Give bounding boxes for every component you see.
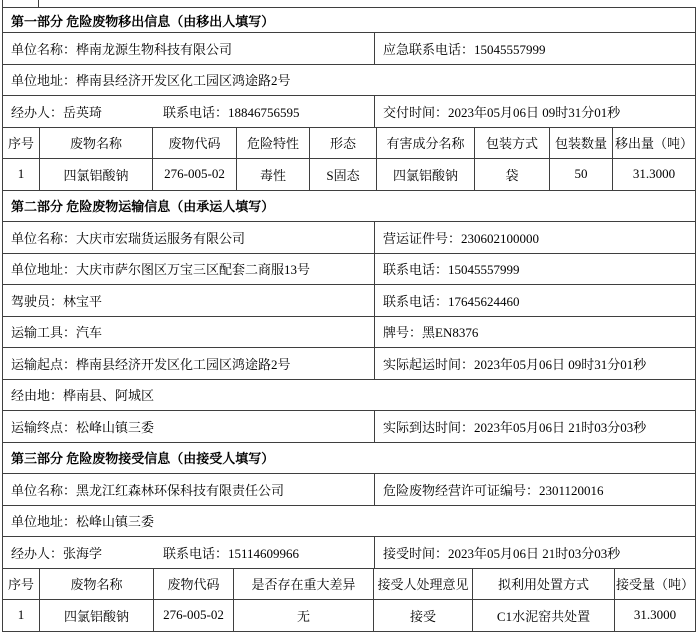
part2-via-row — [3, 380, 695, 412]
part2-vehicle-row — [3, 317, 695, 349]
col-header-waste-code: 废物代码 — [154, 569, 234, 600]
col-header-packaging: 包装方式 — [475, 128, 550, 159]
part2-destination-row — [3, 411, 695, 443]
part3-unit-name: 单位名称：黑龙江红森林环保科技有限责任公司 — [3, 474, 375, 505]
col-header-disposal: 拟利用处置方式 — [473, 569, 615, 600]
part2-origin-row — [3, 348, 695, 380]
part3-address-row — [3, 506, 695, 538]
part3-operator-phone: 联系电话：15114609966 — [163, 545, 300, 561]
part1-title: 第一部分 危险废物移出信息（由移出人填写） — [11, 13, 275, 29]
part2-driver-row — [3, 285, 695, 317]
part2-plate-no: 牌号：黑EN8376 — [383, 325, 479, 341]
part2-unit-row — [3, 222, 695, 254]
part1-unit-row — [3, 33, 695, 65]
part2-origin: 运输起点：桦南县经济开发区化工园区鸿途路2号 — [3, 348, 375, 379]
part3-title: 第三部分 危险废物接受信息（由接受人填写） — [11, 451, 275, 467]
col-header-form: 形态 — [310, 128, 377, 159]
part2-unit-name: 单位名称：大庆市宏瑞货运服务有限公司 — [3, 222, 375, 253]
part1-operator: 经办人：岳英琦 — [11, 104, 103, 120]
part3-operator-row — [3, 537, 695, 569]
col-header-amount: 移出量（吨） — [615, 136, 694, 152]
cropped-row-border-stub — [38, 0, 39, 7]
part1-table-header-row — [3, 128, 695, 160]
part1-operator-cell — [3, 96, 375, 127]
manifest-table — [2, 7, 696, 632]
part1-unit-name: 单位名称：桦南龙源生物科技有限公司 — [3, 33, 375, 64]
part3-operator-cell — [3, 537, 375, 568]
part3-accept-time: 接受时间：2023年05月06日 21时03分03秒 — [383, 545, 621, 561]
part3-table-data-row — [3, 600, 695, 632]
col-header-discrepancy: 是否存在重大差异 — [234, 569, 374, 600]
part3-table-header-row — [3, 569, 695, 601]
part2-destination: 运输终点：松峰山镇三委 — [3, 411, 375, 442]
part2-unit-address: 单位地址：大庆市萨尔图区万宝三区配套二商服13号 — [3, 254, 375, 285]
part3-title-row — [3, 443, 695, 475]
part2-driver: 驾驶员：林宝平 — [3, 285, 375, 316]
cell-pack-count: 50 — [550, 159, 613, 190]
part2-title: 第二部分 危险废物运输信息（由承运人填写） — [11, 199, 275, 215]
part1-title-row — [3, 8, 695, 33]
part2-unit-phone: 联系电话：15045557999 — [383, 262, 520, 278]
cell-seq: 1 — [3, 159, 40, 190]
col-header-waste-name: 废物名称 — [40, 569, 154, 600]
cell-disposal: C1水泥窑共处置 — [473, 600, 615, 631]
col-header-hazard: 危险特性 — [237, 128, 310, 159]
part1-operator-phone: 联系电话：18846756595 — [163, 104, 300, 120]
cell-opinion: 接受 — [374, 600, 473, 631]
col-header-pack-count: 包装数量 — [550, 128, 613, 159]
cropped-row-border-stub — [2, 0, 3, 7]
cell-hazard: 毒性 — [237, 159, 310, 190]
part2-title-row — [3, 191, 695, 223]
col-header-seq: 序号 — [3, 569, 40, 600]
col-header-component: 有害成分名称 — [377, 128, 475, 159]
part3-unit-address: 单位地址：松峰山镇三委 — [11, 514, 155, 530]
cell-seq: 1 — [3, 600, 40, 631]
col-header-seq: 序号 — [3, 128, 40, 159]
part3-operator: 经办人：张海学 — [11, 545, 103, 561]
cell-packaging: 袋 — [475, 159, 550, 190]
col-header-waste-name: 废物名称 — [40, 128, 153, 159]
cell-form: S固态 — [310, 159, 377, 190]
col-header-accepted: 接受量（吨） — [616, 577, 695, 593]
part2-via: 经由地：桦南县、阿城区 — [11, 388, 155, 404]
cell-discrepancy: 无 — [234, 600, 374, 631]
col-header-waste-code: 废物代码 — [153, 128, 237, 159]
part1-table-data-row — [3, 159, 695, 191]
part2-license-no: 营运证件号：230602100000 — [383, 230, 540, 246]
part1-emergency-phone: 应急联系电话：15045557999 — [383, 41, 546, 57]
part2-arrive-time: 实际到达时间：2023年05月06日 21时03分03秒 — [383, 419, 647, 435]
part2-vehicle: 运输工具：汽车 — [3, 317, 375, 348]
part2-depart-time: 实际起运时间：2023年05月06日 09时31分01秒 — [383, 356, 647, 372]
cell-component: 四氯铝酸钠 — [377, 159, 475, 190]
part1-operator-row — [3, 96, 695, 128]
part3-permit-no: 危险废物经营许可证编号：2301120016 — [383, 482, 604, 498]
cell-waste-code: 276-005-02 — [153, 159, 237, 190]
col-header-opinion: 接受人处理意见 — [374, 569, 473, 600]
cell-waste-name: 四氯铝酸钠 — [40, 159, 153, 190]
part1-unit-address: 单位地址：桦南县经济开发区化工园区鸿途路2号 — [11, 73, 291, 89]
cell-amount: 31.3000 — [632, 166, 676, 182]
part3-unit-row — [3, 474, 695, 506]
part1-delivery-time: 交付时间：2023年05月06日 09时31分01秒 — [383, 104, 621, 120]
cell-waste-code: 276-005-02 — [154, 600, 234, 631]
cell-waste-name: 四氯铝酸钠 — [40, 600, 154, 631]
part2-driver-phone: 联系电话：17645624460 — [383, 293, 520, 309]
part2-address-row — [3, 254, 695, 286]
part1-address-row — [3, 65, 695, 97]
cell-accepted: 31.3000 — [633, 607, 677, 623]
